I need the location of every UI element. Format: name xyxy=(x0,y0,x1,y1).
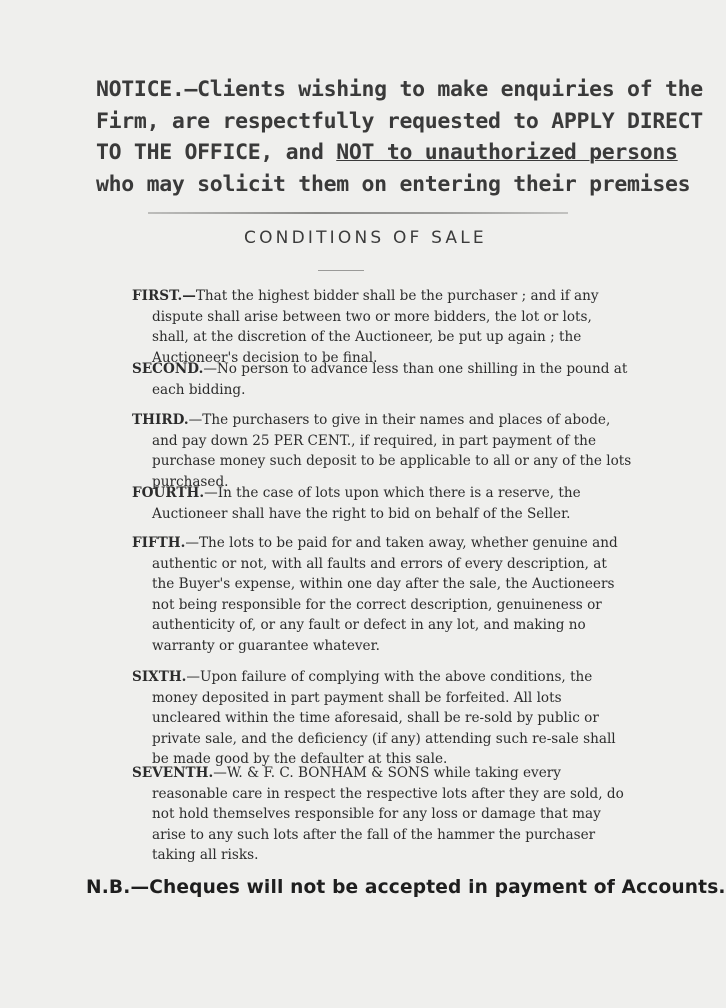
conditions-title: CONDITIONS OF SALE xyxy=(244,228,487,248)
clause-heading: SIXTH. xyxy=(132,669,187,685)
clause-heading: THIRD. xyxy=(132,412,189,428)
notice-block xyxy=(96,74,703,200)
clause-heading: SECOND. xyxy=(132,361,204,377)
notice-line xyxy=(96,137,678,169)
clause-text: —Upon failure of complying with the above conditions, the money deposited in part payment shall be forfeited. All lots uncleared within the time aforesaid, shall be re-sold by public or private sale, and the deficiency (if any) attending such re-sale shall be made good by the defaulter at this sale. xyxy=(152,669,616,767)
cheques-note: N.B.—Cheques will not be accepted in payment of Accounts. xyxy=(86,877,726,898)
clause-fourth xyxy=(132,483,632,524)
clause-sixth xyxy=(132,667,632,770)
clause-third xyxy=(132,410,632,492)
clause-text: —In the case of lots upon which there is a reserve, the Auctioneer shall have the right to bid on behalf of the Seller. xyxy=(152,485,581,522)
clause-seventh xyxy=(132,763,632,866)
notice-line: NOTICE.—Clients wishing to make enquiries of the xyxy=(96,77,703,102)
notice-line: who may solicit them on entering their premises xyxy=(96,171,691,197)
clause-heading: FIRST.— xyxy=(132,288,196,304)
clause-text: —No person to advance less than one shilling in the pound at each bidding. xyxy=(152,361,628,398)
clause-fifth xyxy=(132,533,632,656)
title-underline xyxy=(318,270,364,271)
clause-text: —The purchasers to give in their names and places of abode, and pay down 25 PER CENT., if required, in part payment of the purchase money such deposit to be applicable to all or any of the lots purchased. xyxy=(152,412,632,490)
notice-underlined-text: NOT to unauthorized persons xyxy=(336,140,678,165)
notice-line: Firm, are respectfully requested to APPLY DIRECT xyxy=(96,108,703,134)
clause-heading: FIFTH. xyxy=(132,535,186,551)
notice-text: TO THE OFFICE, and xyxy=(96,140,337,165)
clause-text: —W. & F. C. BONHAM & SONS while taking every reasonable care in respect the respective lots after they are sold, do not hold themselves responsible for any loss or damage that may arise to any such lots after the fall of the hammer the purchaser taking all risks. xyxy=(152,765,624,863)
clause-second xyxy=(132,359,632,400)
clause-first xyxy=(132,286,632,368)
clause-text: That the highest bidder shall be the purchaser ; and if any dispute shall arise between two or more bidders, the lot or lots, shall, at the discretion of the Auctioneer, be put up again ; the Auctioneer's decision to be final. xyxy=(152,288,599,366)
clause-heading: SEVENTH. xyxy=(132,765,214,781)
clause-text: —The lots to be paid for and taken away, whether genuine and authentic or not, with all faults and errors of every description, at the Buyer's expense, within one day after the sale, the Auctioneers not being responsible for the correct description, genuineness or authenticity of, or any fault or defect in any lot, and making no warranty or guarantee whatever. xyxy=(152,535,618,654)
divider-rule xyxy=(148,212,568,214)
clause-heading: FOURTH. xyxy=(132,485,205,501)
